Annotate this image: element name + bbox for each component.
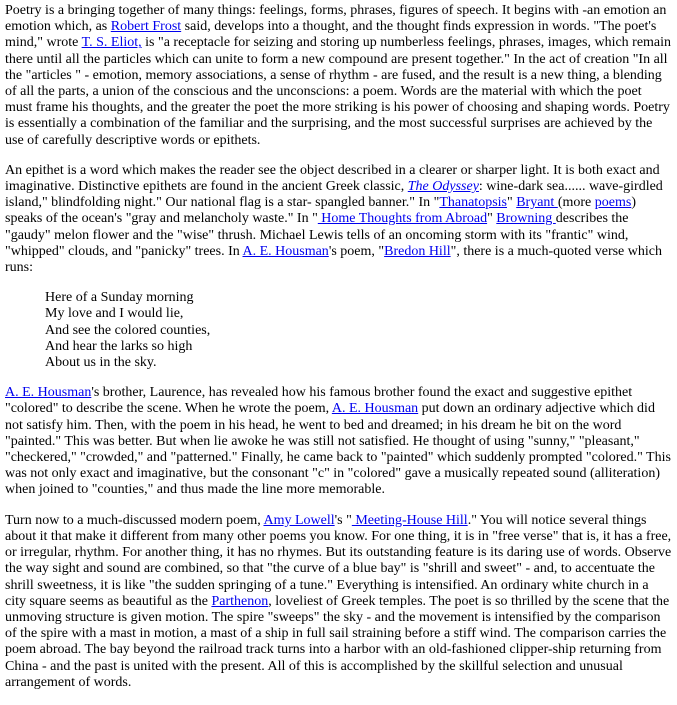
verse-block	[45, 290, 672, 371]
text-run: 's "	[334, 512, 352, 528]
link-bredon-hill[interactable]: Bredon Hill	[384, 243, 451, 259]
link-parthenon[interactable]: Parthenon	[211, 593, 269, 609]
text-run: is "a receptacle for seizing and storing up numberless feelings, phrases, images, which remain there until all the particles which can unite to form a new compound are present together." In the act of creation "In all the "articles " - emotion, memory associations, a sense of rhythm - are fused, and the result is a new thing, a blending of all the parts, a union of the conscious and the unconscions: a poem. Words are the material with which the poet must frame his thoughts, and the greater the poet the more striking is his power of choosing and shaping words. Poetry is essentially a combination of the familiar and the surprising, and the most successful surprises are achieved by the use of carefully descriptive words or epithets.	[5, 35, 672, 148]
text-run: ) speaks of the ocean's "gray and melancholy waste." In "	[5, 195, 636, 227]
text-run: Poetry is a bringing together of many things: feelings, forms, phrases, figures of speech. It begins with -an emotion an emotion which, as	[5, 3, 667, 35]
text-run: Turn now to a much-discussed modern poem,	[5, 512, 264, 528]
text-run: An epithet is a word which makes the reader see the object described in a clearer or sharper light. It is both exact and imaginative. Distinctive epithets are found in the ancient Greek classic,	[5, 162, 660, 195]
link-poems[interactable]: poems	[594, 195, 632, 211]
verse-line: Here of a Sunday morning	[45, 290, 194, 306]
verse-line: And hear the larks so high	[45, 338, 193, 354]
paragraph-epithet	[5, 163, 672, 276]
text-run: "	[506, 195, 517, 211]
text-run: (more	[557, 195, 595, 211]
text-run: "	[487, 211, 497, 227]
link-a-e-housman-1[interactable]: A. E. Housman	[242, 243, 329, 259]
text-run: ", there is a much-quoted verse which runs:	[5, 243, 662, 276]
verse-line: About us in the sky.	[45, 355, 157, 371]
link-t-s-eliot[interactable]: T. S. Eliot,	[81, 35, 142, 51]
link-bryant[interactable]: Bryant	[516, 195, 558, 211]
text-run: , loveliest of Greek temples. The poet is so thrilled by the scene that the unmoving structure is given motion. The spire "sweeps" the sky - and the movement is intensified by the comparison of the spire with a mast in motion, a mast of a ship in full sail straining before a stiff wind. The comparison carries the poem abroad. The bay beyond the railroad track turns into a harbor with an old-fashioned clipper-ship returning from China - and the past is united with the present. All of this is accomplished by the skillful selection and unusual arrangement of words.	[5, 593, 670, 690]
document-body	[5, 3, 672, 691]
text-run: put down an ordinary adjective which did not satisfy him. Then, with the poem in his head, he went to bed and dreamed; in his dream he bit on the word "painted." This was better. But when lie awoke he was still not satisfied. He thought of using "sunny," "pleasant," "checkered," "crowded," and "patterned." Finally, he came back to "painted" which suddenly prompted "colored." This was not only exact and imaginative, but the consonant "c" in "colored" gave a musically repeated sound (alliteration) when joined to "counties," and thus made the line more memorable.	[5, 401, 671, 498]
paragraph-meeting-house-hill	[5, 513, 672, 691]
link-the-odyssey[interactable]: The Odyssey	[407, 179, 479, 195]
verse-line: My love and I would lie,	[45, 306, 184, 322]
link-browning[interactable]: Browning	[496, 211, 556, 227]
link-meeting-house-hill[interactable]: Meeting-House Hill	[351, 512, 468, 528]
text-run: : wine-dark sea...... wave-girdled island," blindfolding night." Our national flag is a star- spangled banner." In "	[5, 179, 663, 211]
text-run: said, develops into a thought, and the thought finds expression in words. "The poet's mind," wrote	[5, 19, 657, 51]
text-run: ." You will notice several things about it that make it different from many other poems you know. For one thing, it is in "free verse" that is, it has a free, or irregular, rhythm. For another thing, it has no rhymes. But its outstanding feature is its daring use of words. Observe the way sight and sound are combined, so that "the curve of a blue bay" is "shrill and sweet" - and, to accentuate the shrill sweetness, it is like "the sudden springing of a tune." Everything is intensified. An ordinary white church in a city square seems as beautiful as the	[5, 512, 672, 609]
text-run: describes the "gaudy" melon flower and the "wise" thrush. Michael Lewis tells of an oncoming storm with its "frantic" wind, "whipped" clouds, and "panicky" trees. In	[5, 211, 629, 259]
link-a-e-housman-3[interactable]: A. E. Housman	[331, 401, 419, 417]
link-home-thoughts-from-abroad[interactable]: Home Thoughts from Abroad	[317, 211, 488, 227]
paragraph-intro	[5, 3, 672, 149]
link-thanatopsis[interactable]: Thanatopsis	[439, 195, 507, 211]
text-run: 's brother, Laurence, has revealed how his famous brother found the exact and suggestive epithet "colored" to describe the scene. When he wrote the poem,	[5, 385, 633, 417]
link-robert-frost[interactable]: Robert Frost	[110, 19, 182, 35]
paragraph-housman	[5, 385, 672, 498]
verse-line: And see the colored counties,	[45, 322, 211, 338]
text-run: 's poem, "	[328, 243, 385, 259]
link-a-e-housman-2[interactable]: A. E. Housman	[5, 385, 92, 401]
link-amy-lowell[interactable]: Amy Lowell	[263, 512, 335, 528]
